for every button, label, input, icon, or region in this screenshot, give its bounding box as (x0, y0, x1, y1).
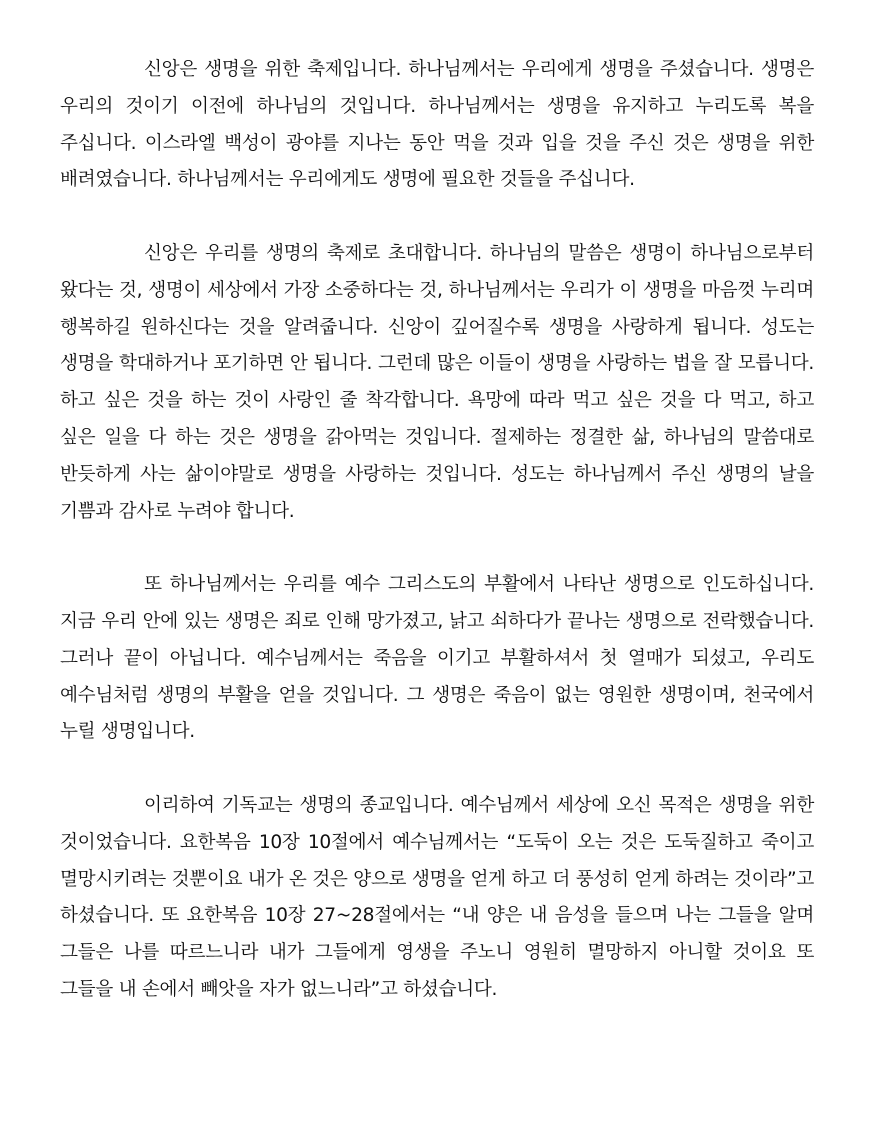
document-body (60, 52, 814, 1009)
paragraph-2: 신앙은 우리를 생명의 축제로 초대합니다. 하나님의 말씀은 생명이 하나님으로부터 왔다는 것, 생명이 세상에서 가장 소중하다는 것, 하나님께서는 우리가 이 생명을 마음껏 누리며 행복하길 원하신다는 것을 알려줍니다. 신앙이 깊어질수록 생명을 사랑하게 됩니다. 성도는 생명을 학대하거나 포기하면 안 됩니다. 그런데 많은 이들이 생명을 사랑하는 법을 잘 모릅니다. 하고 싶은 것을 하는 것이 사랑인 줄 착각합니다. 욕망에 따라 먹고 싶은 것을 다 먹고, 하고 싶은 일을 다 하는 것은 생명을 갉아먹는 것입니다. 절제하는 정결한 삶, 하나님의 말씀대로 반듯하게 사는 삶이야말로 생명을 사랑하는 것입니다. 성도는 하나님께서 주신 생명의 날을 기쁨과 감사로 누려야 합니다. (60, 242, 814, 522)
paragraph-4: 이리하여 기독교는 생명의 종교입니다. 예수님께서 세상에 오신 목적은 생명을 위한 것이었습니다. 요한복음 10장 10절에서 예수님께서는 “도둑이 오는 것은 도둑질하고 죽이고 멸망시키려는 것뿐이요 내가 온 것은 양으로 생명을 얻게 하고 더 풍성히 얻게 하려는 것이라”고 하셨습니다. 또 요한복음 10장 27~28절에서는 “내 양은 내 음성을 들으며 나는 그들을 알며 그들은 나를 따르느니라 내가 그들에게 영생을 주노니 영원히 멸망하지 아니할 것이요 또 그들을 내 손에서 빼앗을 자가 없느니라”고 하셨습니다. (60, 794, 814, 1000)
paragraph-3: 또 하나님께서는 우리를 예수 그리스도의 부활에서 나타난 생명으로 인도하십니다. 지금 우리 안에 있는 생명은 죄로 인해 망가졌고, 낡고 쇠하다가 끝나는 생명으로 전락했습니다. 그러나 끝이 아닙니다. 예수님께서는 죽음을 이기고 부활하셔서 첫 열매가 되셨고, 우리도 예수님처럼 생명의 부활을 얻을 것입니다. 그 생명은 죽음이 없는 영원한 생명이며, 천국에서 누릴 생명입니다. (60, 574, 814, 743)
paragraph-1: 신앙은 생명을 위한 축제입니다. 하나님께서는 우리에게 생명을 주셨습니다. 생명은 우리의 것이기 이전에 하나님의 것입니다. 하나님께서는 생명을 유지하고 누리도록 복을 주십니다. 이스라엘 백성이 광야를 지나는 동안 먹을 것과 입을 것을 주신 것은 생명을 위한 배려였습니다. 하나님께서는 우리에게도 생명에 필요한 것들을 주십니다. (60, 59, 814, 191)
